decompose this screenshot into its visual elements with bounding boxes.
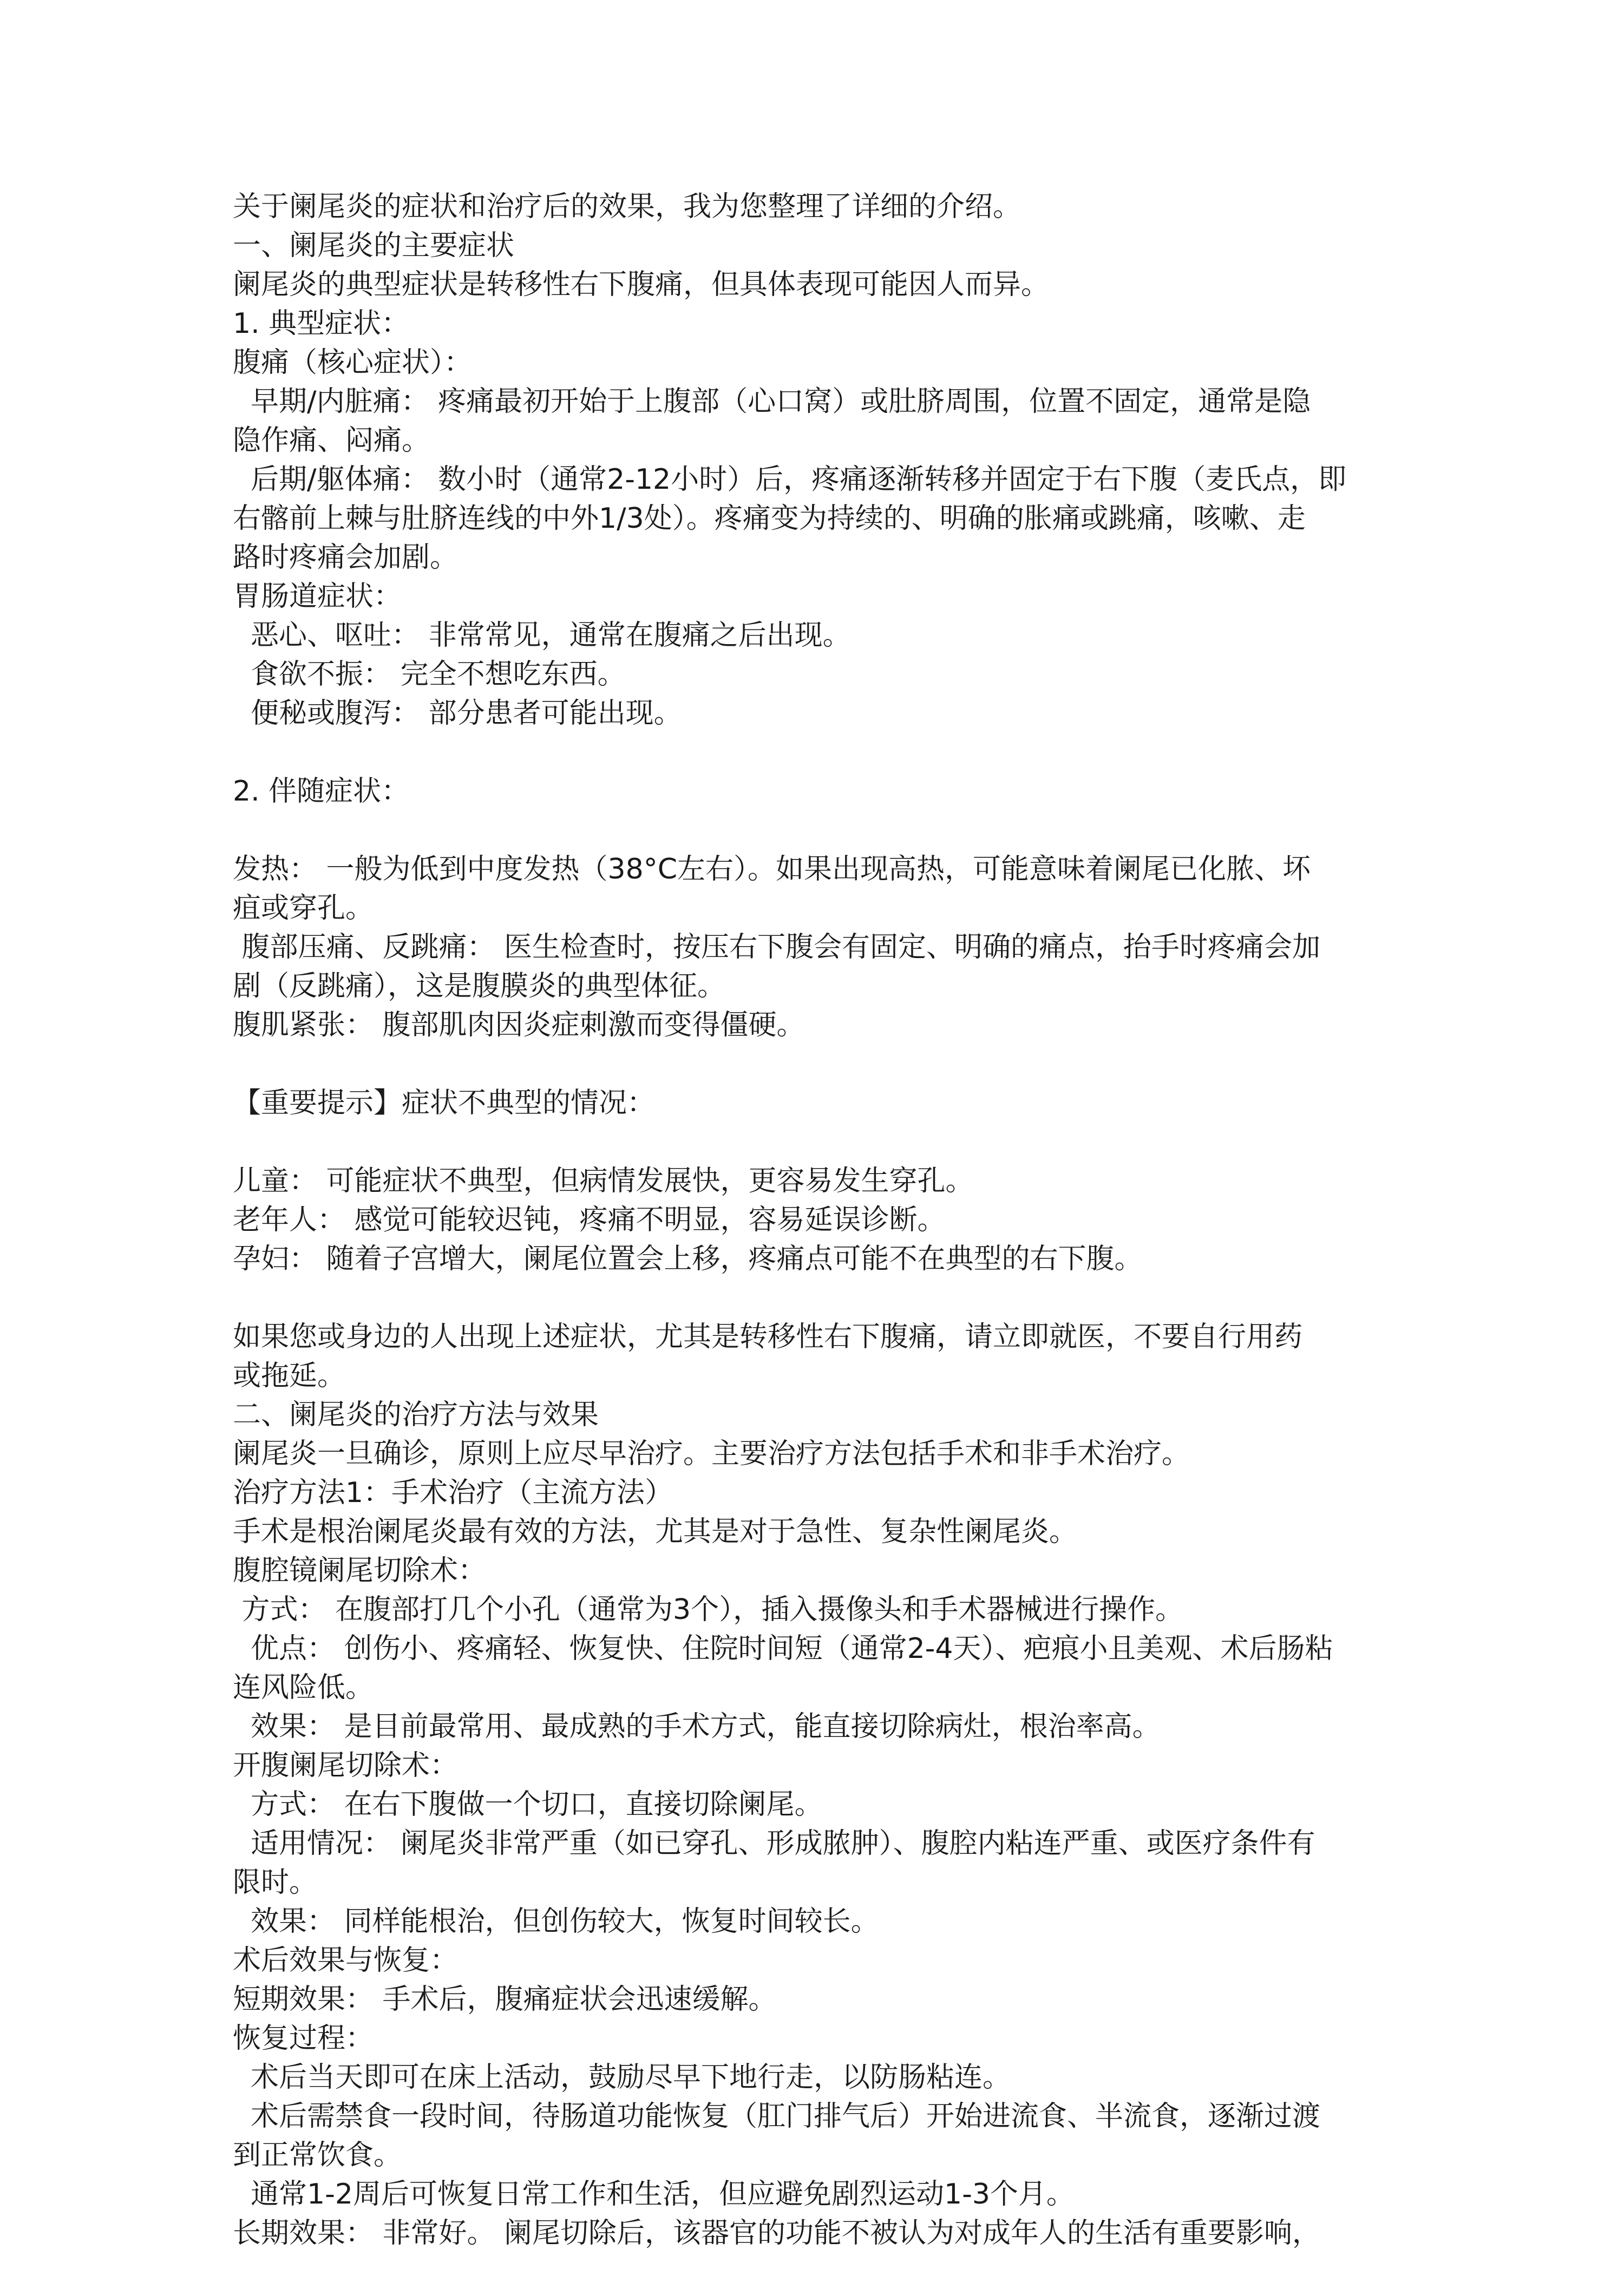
text-line: 通常1-2周后可恢复日常工作和生活，但应避免剧烈运动1-3个月。 [233, 2178, 1075, 2211]
text-line: 恶心、呕吐： 非常常见，通常在腹痛之后出现。 [233, 619, 851, 652]
text-line: 阑尾炎的典型症状是转移性右下腹痛，但具体表现可能因人而异。 [233, 268, 1050, 301]
text-line: 优点： 创伤小、疼痛轻、恢复快、住院时间短（通常2-4天）、疤痕小且美观、术后肠粘 [233, 1632, 1333, 1665]
text-line: 或拖延。 [233, 1360, 346, 1392]
text-line: 发热： 一般为低到中度发热（38°C左右）。如果出现高热，可能意味着阑尾已化脓、坏 [233, 853, 1311, 886]
important-note-heading: 【重要提示】症状不典型的情况： [233, 1087, 656, 1119]
text-line: 剧（反跳痛），这是腹膜炎的典型体征。 [233, 970, 726, 1002]
text-line: 阑尾炎一旦确诊，原则上应尽早治疗。主要治疗方法包括手术和非手术治疗。 [233, 1438, 1190, 1470]
text-line: 术后需禁食一段时间，待肠道功能恢复（肛门排气后）开始进流食、半流食，逐渐过渡 [233, 2100, 1321, 2133]
text-line: 短期效果： 手术后，腹痛症状会迅速缓解。 [233, 1983, 777, 2016]
subheading-open-surgery: 开腹阑尾切除术： [233, 1749, 459, 1782]
text-line: 方式： 在右下腹做一个切口，直接切除阑尾。 [233, 1788, 823, 1821]
document-body [233, 187, 1413, 2253]
subheading-postop: 术后效果与恢复： [233, 1944, 459, 1977]
text-line: 腹部压痛、反跳痛： 医生检查时，按压右下腹会有固定、明确的痛点，抬手时疼痛会加 [233, 931, 1321, 963]
text-line: 后期/躯体痛： 数小时（通常2-12小时）后，疼痛逐渐转移并固定于右下腹（麦氏点，即 [233, 463, 1347, 496]
blank-line [233, 811, 1413, 850]
text-line: 到正常饮食。 [233, 2139, 402, 2172]
text-line: 适用情况： 阑尾炎非常严重（如已穿孔、形成脓肿）、腹腔内粘连严重、或医疗条件有 [233, 1827, 1315, 1860]
text-line: 效果： 同样能根治，但创伤较大，恢复时间较长。 [233, 1905, 879, 1938]
text-line: 路时疼痛会加剧。 [233, 541, 459, 574]
text-line: 限时。 [233, 1866, 318, 1899]
text-line: 便秘或腹泻： 部分患者可能出现。 [233, 697, 682, 730]
text-line: 如果您或身边的人出现上述症状，尤其是转移性右下腹痛，请立即就医，不要自行用药 [233, 1321, 1303, 1353]
text-line: 右髂前上棘与肚脐连线的中外1/3处）。疼痛变为持续的、明确的胀痛或跳痛，咳嗽、走 [233, 502, 1306, 535]
blank-line [233, 733, 1413, 772]
subheading-laparoscopic: 腹腔镜阑尾切除术： [233, 1555, 487, 1587]
text-line: 效果： 是目前最常用、最成熟的手术方式，能直接切除病灶，根治率高。 [233, 1710, 1161, 1743]
blank-line [233, 1123, 1413, 1162]
section-heading-symptoms: 一、阑尾炎的主要症状 [233, 230, 515, 262]
text-line: 方式： 在腹部打几个小孔（通常为3个），插入摄像头和手术器械进行操作。 [233, 1594, 1184, 1626]
text-line: 儿童： 可能症状不典型，但病情发展快，更容易发生穿孔。 [233, 1165, 974, 1197]
text-line: 胃肠道症状： [233, 580, 402, 613]
text-line: 连风险低。 [233, 1671, 374, 1704]
subheading-typical-symptoms: 1. 典型症状： [233, 307, 410, 340]
blank-line [233, 1278, 1413, 1317]
intro-line: 关于阑尾炎的症状和治疗后的效果，我为您整理了详细的介绍。 [233, 191, 1021, 223]
text-line: 早期/内脏痛： 疼痛最初开始于上腹部（心口窝）或肚脐周围，位置不固定，通常是隐 [233, 385, 1311, 418]
text-line: 手术是根治阑尾炎最有效的方法，尤其是对于急性、复杂性阑尾炎。 [233, 1516, 1078, 1548]
text-line: 术后当天即可在床上活动，鼓励尽早下地行走，以防肠粘连。 [233, 2061, 1011, 2094]
text-line: 恢复过程： [233, 2022, 374, 2055]
section-heading-treatment: 二、阑尾炎的治疗方法与效果 [233, 1399, 599, 1431]
text-line: 长期效果： 非常好。 阑尾切除后，该器官的功能不被认为对成年人的生活有重要影响， [233, 2217, 1321, 2250]
blank-line [233, 1045, 1413, 1084]
text-line: 腹痛（核心症状）： [233, 346, 473, 379]
text-line: 腹肌紧张： 腹部肌肉因炎症刺激而变得僵硬。 [233, 1009, 805, 1041]
text-line: 隐作痛、闷痛。 [233, 424, 430, 457]
subheading-treatment-method-1: 治疗方法1：手术治疗（主流方法） [233, 1477, 673, 1509]
subheading-accompanying-symptoms: 2. 伴随症状： [233, 775, 410, 808]
text-line: 老年人： 感觉可能较迟钝，疼痛不明显，容易延误诊断。 [233, 1204, 946, 1236]
text-line: 疽或穿孔。 [233, 892, 374, 924]
text-line: 食欲不振： 完全不想吃东西。 [233, 658, 626, 691]
text-line: 孕妇： 随着子宫增大，阑尾位置会上移，疼痛点可能不在典型的右下腹。 [233, 1243, 1143, 1275]
